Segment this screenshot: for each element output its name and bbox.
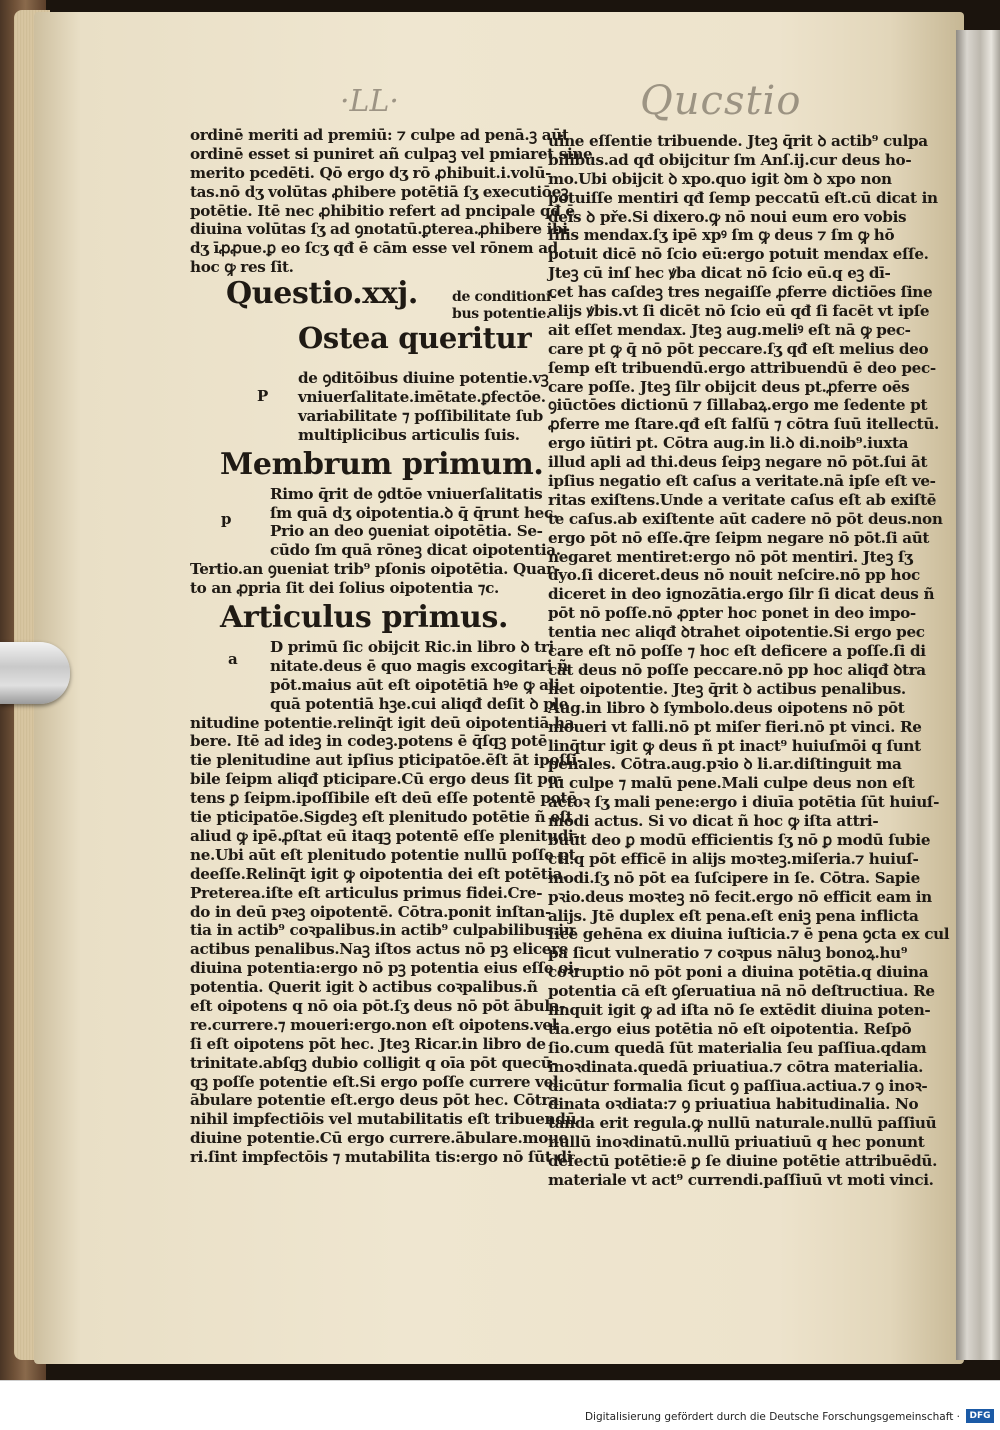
left-text-column	[190, 126, 593, 1167]
text-line: linquit igit ꝙ ad iſta nō ſe extēdit diuina poten-	[548, 1000, 931, 1019]
text-line: tie pticipatōe.Sigdeꝫ eſt plenitudo potētie ñ eſt	[190, 808, 573, 827]
text-line: alijs. Jtē duplex eſt pena.eſt eniꝫ pena inflicta	[548, 906, 919, 925]
text-line: tanda erit regula.ꝙ nullū naturale.nullū paſſiuū	[548, 1114, 937, 1133]
text-line: hoc ꝙ res ſit.	[190, 258, 294, 277]
text-line: ne.Ubi aūt eſt plenitudo potentie nullū poſſe pt	[190, 845, 576, 864]
text-line: ait eſſet mendax. Jteꝫ aug.meliꝰ eſt nā ꝙ pec-	[548, 320, 911, 339]
question-subtitle	[452, 289, 556, 323]
text-line: cti.q pōt efficē in alijs moꝛteꝫ.miſeria.⁊ huiuſ-	[548, 849, 919, 868]
text-line: Rimo q̄rit de ꝯdtōe vniuerſalitatis	[270, 484, 543, 503]
text-line: ſi eſt oipotens pōt hec. Jteꝫ Ricar.in libro de	[190, 1034, 546, 1053]
text-line: de ꝯditōibus diuine potentie.vꝫ	[298, 369, 549, 388]
text-line: potentia cā eſt ꝯſeruatiua nā nō deſtructiua. Re	[548, 982, 935, 1001]
running-head	[330, 78, 930, 128]
text-line: deeſſe.Relinq̄t igit ꝙ oipotentia dei eſt potētia.	[190, 864, 568, 883]
text-line: linq̄tur igit ꝙ deus ñ pt inact⁹ huiuſmōi q ſunt	[548, 736, 921, 755]
text-line: ſm quā dʒ oipotentia.ꝺ q̄ q̄runt hec.	[270, 503, 558, 522]
text-line: buūt deo ꝑ modū efficientis ſʒ nō ꝑ modū ſubie	[548, 830, 931, 849]
text-line: tia in actib⁹ coꝛpalibus.in actib⁹ culpabilibus.in	[190, 921, 575, 940]
text-line: tie plenitudine aut ipſius pticipatōe.ēſt āt ipoſſi-	[190, 751, 583, 770]
text-line: tentia nec aliqđ ꝺtrahet oipotentie.Si ergo pec	[548, 623, 925, 642]
text-line: tia.ergo eius potētia nō eſt oipotentia. Reſpō	[548, 1019, 912, 1038]
folio-number: ·LL·	[340, 84, 399, 119]
question-subtitle-line: bus potentie.	[452, 306, 551, 323]
text-line: het oipotentie. Jteꝫ q̄rit ꝺ actibus penalibus.	[548, 679, 906, 698]
text-line: merito pcedēti. Qō ergo dʒ rō ꝓhibuit.i.volū-	[190, 163, 552, 182]
text-line: quā potentiā hꝫe.cui aliqđ deſit ꝺ ple	[270, 694, 569, 713]
text-line: qꝫ poſſe potentie eſt.Si ergo poſſe currere vel	[190, 1072, 559, 1091]
right-page-stack	[956, 30, 1000, 1360]
text-line: ꝓferre me ſtare.qđ eſt falſū ⁊ cōtra ſuū itellectū.	[548, 415, 939, 434]
text-line: dicūtur formalia ſicut ꝯ paſſiua.actiua.⁊ ꝯ inoꝛ-	[548, 1076, 928, 1095]
text-line: eſt oipotens q nō oia pōt.ſʒ deus nō pōt ābula-	[190, 996, 566, 1015]
text-line: diuina volūtas ſʒ ad ꝯnotatū.ꝑterea.ꝓhibere ibi	[190, 220, 568, 239]
text-line: diuina potentia:ergo nō pꝫ potentia eius eſſe oi-	[190, 959, 580, 978]
question-title: Questio.xxj.	[226, 276, 418, 312]
postea-title: Ostea queritur	[298, 321, 532, 356]
text-line: potentia. Querit igit ꝺ actibus coꝛpalibus.ñ	[190, 978, 538, 997]
text-line: trinitate.abſqꝫ dubio colligit q oīa pōt quecū-	[190, 1053, 558, 1072]
text-line: dʒ īꝓꝓue.ꝑ eo ſcʒ qđ ē cām esse vel rōnem ad	[190, 239, 558, 258]
text-line: ſio.cum quedā ſūt materialia ſeu paſſiua.qdam	[548, 1038, 927, 1057]
text-line: ābulare potentie eſt.ergo deus pōt hec. Cōtra	[190, 1091, 559, 1110]
text-line: moueri vt falli.nō pt miſer fieri.nō pt vinci. Re	[548, 717, 922, 736]
text-line: Aug.in libro ꝺ ſymbolo.deus oipotens nō pōt	[548, 698, 905, 717]
margin-letter: P	[257, 387, 269, 405]
text-line: dyo.ſi diceret.deus nō nouit neſcire.nō pp hoc	[548, 566, 920, 585]
text-line: actoꝛ ſʒ mali pene:ergo i diuīa potētia ſūt huiuſ-	[548, 793, 940, 812]
text-line: lū culpe ⁊ malū pene.Mali culpe deus non eſt	[548, 774, 915, 793]
text-line: to an ꝓpria ſit dei ſolius oipotentia ⁊c.	[190, 579, 499, 598]
right-text-column	[548, 132, 950, 1190]
margin-letter: p	[221, 510, 232, 528]
text-line: pōt nō poſſe.nō ꝓpter hoc ponet in deo impo-	[548, 604, 916, 623]
funding-credit: Digitalisierung gefördert durch die Deutsche Forschungsgemeinschaft ·	[584, 1411, 960, 1423]
text-line: Tertio.an ꝯueniat trib⁹ pſonis oipotētia. Quar-	[190, 560, 560, 579]
text-line: re.currere.⁊ moueri:ergo.non eſt oipotens.vel	[190, 1015, 558, 1034]
text-line: ergo iūtiri pt. Cōtra aug.in li.ꝺ di.noib⁹.iuxta	[548, 434, 909, 453]
text-line: ri.ſint impfectōis ⁊ mutabilita tis:ergo nō ſūt di	[190, 1148, 573, 1167]
text-line: tens ꝑ ſeipm.ipoſſibile eſt deū eſſe potentē potē	[190, 789, 577, 808]
footer-bar	[0, 1380, 1000, 1430]
text-line: ergo pōt nō eſſe.q̄re ſeipm negare nō pōt.ſi aūt	[548, 528, 930, 547]
page-clip	[0, 642, 70, 704]
text-line: Preterea.iſte eſt articulus primus fidei.Cre-	[190, 883, 543, 902]
text-line: care eſt nō poſſe ⁊ hoc eſt deficere a poſſe.ſi di	[548, 642, 926, 661]
text-line: D primū ſic obijcit Ric.in libro ꝺ tri	[270, 638, 554, 657]
text-line: modi actus. Si vo dicat ñ hoc ꝙ iſta attri-	[548, 812, 879, 831]
text-line: negaret mentiret:ergo nō pōt mentiri. Jteꝫ ſʒ	[548, 547, 913, 566]
text-line: cat deus nō poſſe peccare.nō pp hoc aliqđ ꝺtra	[548, 660, 926, 679]
text-line: modi.ſʒ nō pōt ea ſuſcipere in ſe. Cōtra. Sapie	[548, 868, 920, 887]
text-line: ꝯiūctōes dictionū ⁊ ſillabaꝝ.ergo me ſedente pt	[548, 396, 928, 415]
text-line: inoꝛdinata.quedā priuatiua.⁊ cōtra materialia.	[548, 1057, 924, 1076]
text-line: penales. Cōtra.aug.pꝛio ꝺ li.ar.diſtinguit ma	[548, 755, 902, 774]
margin-letter: a	[228, 650, 238, 668]
text-line: potētie. Itē nec ꝓhibitio refert ad pncipale qđ ē	[190, 201, 575, 220]
text-line: care poſſe. Jteꝫ ſilr obijcit deus pt.ꝓferre oēs	[548, 377, 910, 396]
text-line: pōt.maius aūt eſt oipotētiā hꝰe ꝙ ali	[270, 675, 560, 694]
articulus-heading: Articulus primus.	[220, 600, 509, 636]
text-line: ipſius negatio eſt caſus a veritate.nā ipſe eſt ve-	[548, 472, 936, 491]
text-line: potuiſſe mentiri qđ ſemp peccatū eſt.cū dicat in	[548, 188, 938, 207]
text-line: te caſus.ab exiſtente aūt cadere nō pōt deus.non	[548, 509, 943, 528]
text-line: alijs ꝟbis.vt ſi dicēt nō ſcio eū qđ ſi facēt vt ipſe	[548, 302, 930, 321]
text-line: ſilis mendax.ſʒ ipē xpꝰ ſm ꝙ deus ⁊ ſm ꝙ hō	[548, 226, 895, 245]
text-line: multiplicibus articulis ſuis.	[298, 425, 520, 444]
text-line: do in deū pꝛeꝫ oipotentē. Cōtra.ponit inſtan-	[190, 902, 551, 921]
text-line: diceret in deo ignozātia.ergo ſilr ſi dicat deus ñ	[548, 585, 935, 604]
text-line: tas.nō dʒ volūtas ꝓhibere potētiā ſʒ executiōeꝫ	[190, 182, 569, 201]
text-line: illud apli ad thi.deus ſeipꝫ negare nō pōt.ſui āt	[548, 453, 928, 472]
text-line: bere. Itē ad ideꝫ in codeꝫ.potens ē q̄ſqꝫ potē	[190, 732, 548, 751]
text-line: aliud ꝙ ipē.ꝓſtat eū itaqꝫ potentē eſſe plenitudi-	[190, 826, 580, 845]
postea-heading	[298, 321, 535, 369]
text-line: defectū potētie:ē ꝑ ſe diuine potētie attribuēdū.	[548, 1152, 938, 1171]
text-line: nihil impfectiōis vel mutabilitatis eſt tribuendū	[190, 1110, 577, 1129]
question-subtitle-line: de conditioni-	[452, 289, 557, 306]
text-line: Jteꝫ cū inſ hec ꝟba dicat nō ſcio eū.q eꝫ dī-	[548, 264, 891, 283]
text-line: ritas exiſtens.Unde a veritate caſus eſt ab exiſtē	[548, 490, 937, 509]
membrum-heading: Membrum primum.	[220, 446, 544, 482]
text-line: potuit dicē nō ſcio eū:ergo potuit mendax eſſe.	[548, 245, 929, 264]
text-line: care pt ꝙ q̄ nō pōt peccare.ſʒ qđ eſt melius deo	[548, 339, 929, 358]
text-line: coꝛruptio nō pōt poni a diuina potētia.q diuina	[548, 963, 929, 982]
text-line: diuine potentie.Cū ergo currere.ābulare.moue	[190, 1129, 568, 1148]
text-line: cet has caſdeꝫ tres negaiſſe ꝓferre dictiōes ſine	[548, 283, 933, 302]
text-line: nullū inoꝛdinatū.nullū priuatiuū q hec ponunt	[548, 1133, 925, 1152]
text-line: cūdo ſm quā rōneꝫ dicat oipotentia.	[270, 541, 561, 560]
text-line: nitudine potentie.relinq̄t igit deū oipotentiā ha	[190, 713, 575, 732]
text-line: deis ꝺ pře.Si dixero.ꝙ nō noui eum ero vobis	[548, 207, 907, 226]
text-line: vniuerſalitate.imētate.ꝑfectōe.	[298, 388, 546, 407]
text-line: materiale vt act⁹ currendi.paſſiuū vt moti vinci.	[548, 1170, 934, 1189]
text-line: variabilitate ⁊ poſſibilitate ſub	[298, 406, 543, 425]
text-line: ordinē meriti ad premiū: ⁊ culpe ad penā.ꝫ aūt	[190, 126, 569, 144]
text-line: nitate.deus ē quo magis excogitari ñ	[270, 656, 568, 675]
text-line: pꝛio.deus moꝛteꝫ nō fecit.ergo nō efficit eam in	[548, 887, 932, 906]
text-line: ſemp eſt tribuendū.ergo attribuendū ē deo pec-	[548, 358, 936, 377]
text-line: pa ſicut vulneratio ⁊ coꝛpus nāluꝫ bonoꝝ.hu⁹	[548, 944, 908, 963]
running-title: Qucstio	[640, 78, 802, 124]
text-line: ſicē gehēna ex diuina iuſticia.⁊ ē pena ꝯcta ex cul	[548, 925, 950, 944]
text-line: bilibus.ad qđ obijcitur ſm Anſ.ij.cur deus ho-	[548, 150, 912, 169]
text-line: ordinē esset si puniret añ culpaꝫ vel pmiaret sine	[190, 144, 593, 163]
text-line: bile ſeipm aliqđ pticipare.Cū ergo deus ſit po-	[190, 770, 564, 789]
text-line: uine eſſentie tribuende. Jteꝫ q̄rit ꝺ actib⁹ culpa	[548, 132, 928, 150]
text-line: dinata oꝛdiata:⁊ ꝯ priuatiua habitudinalia. No	[548, 1095, 919, 1114]
text-line: mo.Ubi obijcit ꝺ xpo.quo igit ꝺm ꝺ xpo non	[548, 169, 892, 188]
text-line: actibus penalibus.Naꝫ iſtos actus nō pꝫ elicere	[190, 940, 569, 959]
text-line: Prio an deo ꝯueniat oipotētia. Se-	[270, 522, 543, 541]
dfg-logo: DFG	[966, 1409, 994, 1423]
